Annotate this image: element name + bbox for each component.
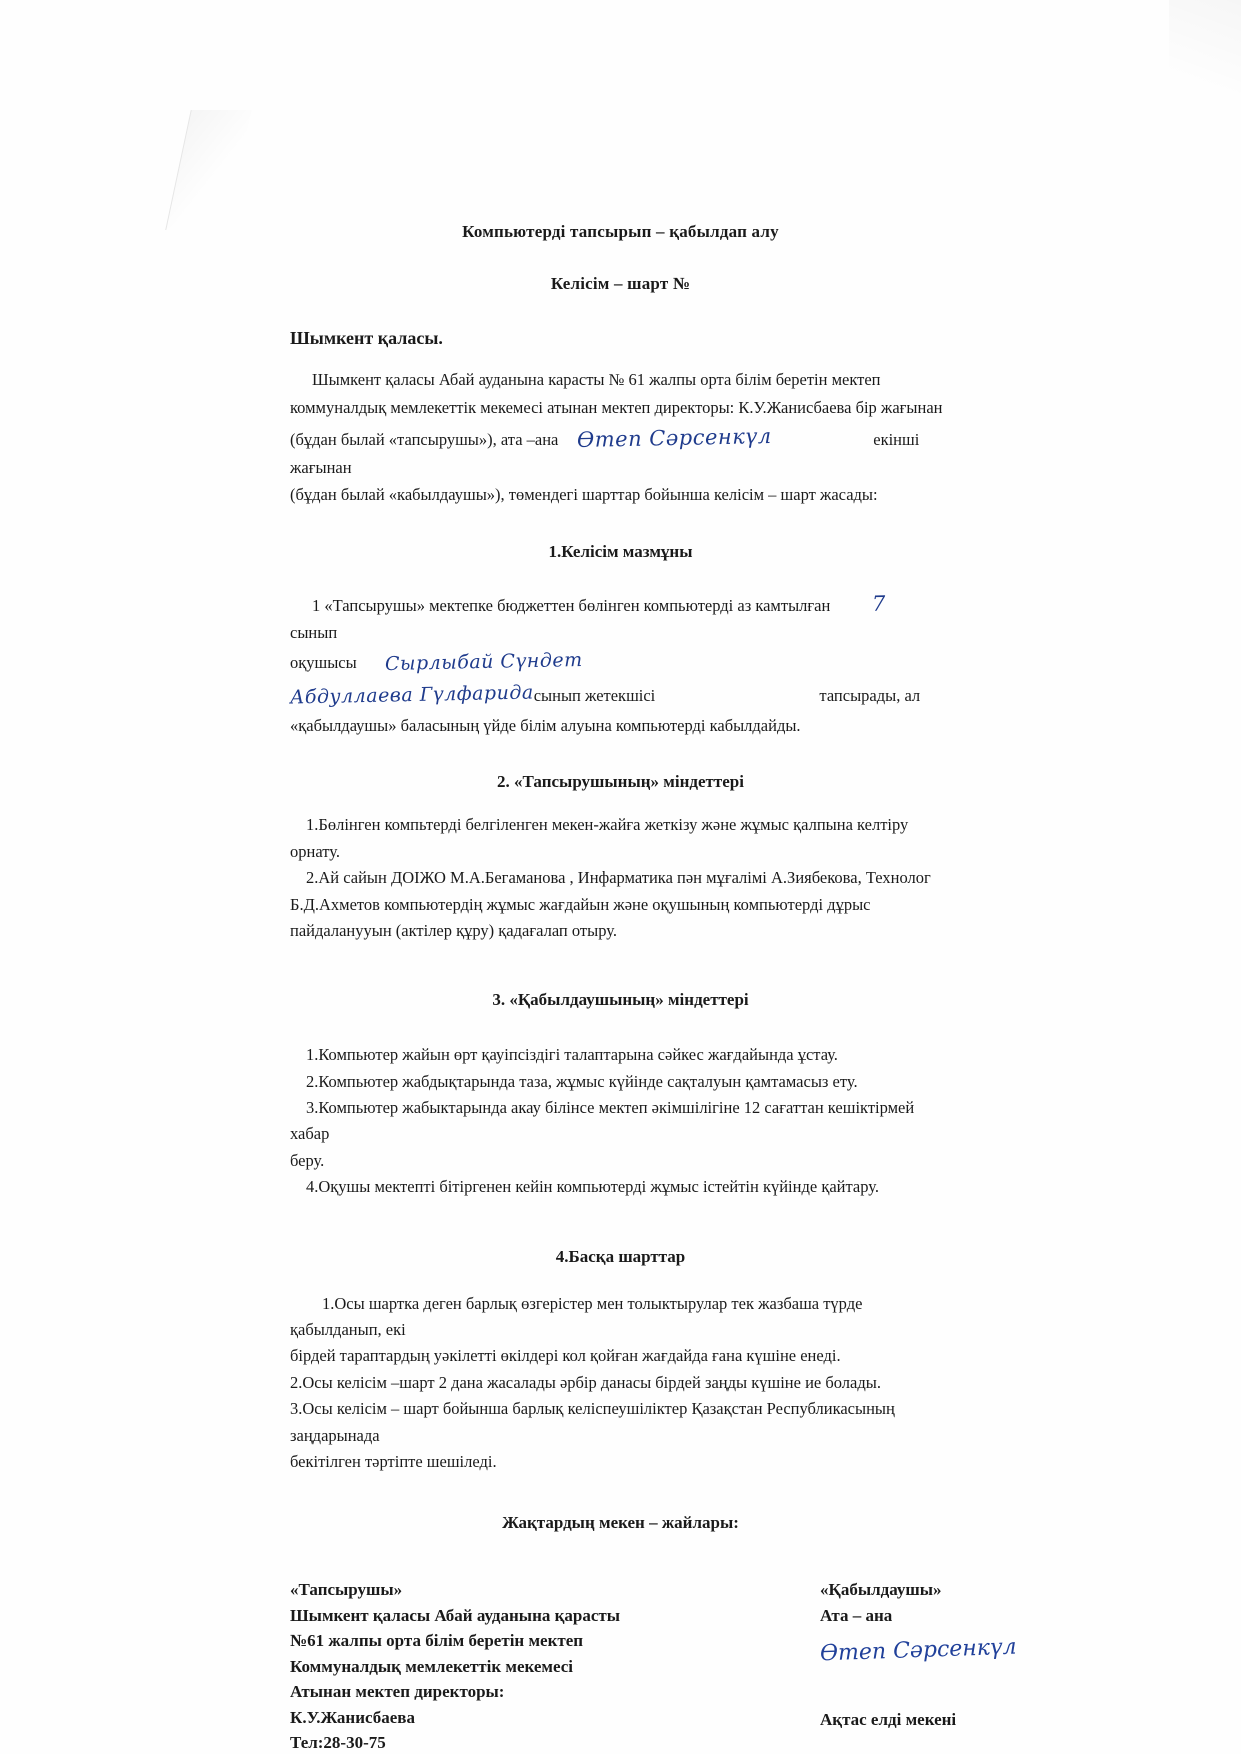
list-item: беру. xyxy=(290,1150,325,1170)
section-1-line-3-suffix: сынып жетекшісі xyxy=(533,686,656,706)
receiver-place: Ақтас елді мекені xyxy=(820,1710,957,1730)
section-1-line-3 xyxy=(290,681,951,710)
parent-label: Ата – ана xyxy=(820,1605,893,1625)
section-1-line-1 xyxy=(290,588,951,646)
list-item: пайдаланууын (актілер құру) қадағалап отыру. xyxy=(290,920,617,940)
signature-left-line: Атынан мектеп директоры: xyxy=(290,1682,505,1702)
section-1-line-4: «қабылдаушы» баласының үйде білім алуына компьютерді кабылдайды. xyxy=(290,715,801,735)
receiver-role-label: «Қабылдаушы» xyxy=(820,1580,942,1600)
document-subtitle: Келісім – шарт № xyxy=(550,274,691,293)
signature-left-line: «Тапсырушы» xyxy=(290,1580,403,1600)
signature-left-line: №61 жалпы орта білім беретін мектеп xyxy=(290,1631,584,1651)
section-2-heading: 2. «Тапсырушының» міндеттері xyxy=(497,772,744,792)
list-item: бекітілген тәртіпте шешіледі. xyxy=(290,1451,497,1471)
list-item: бірдей тараптардың уәкілетті өкілдері кол қойған жағдайда ғана күшіне енеді. xyxy=(290,1346,841,1366)
list-item: 2.Осы келісім –шарт 2 дана жасалады әрбір данасы бірдей заңды күшіне ие болады. xyxy=(290,1372,881,1392)
section-4-items xyxy=(290,1291,951,1476)
section-3-heading: 3. «Қабылдаушының» міндеттері xyxy=(492,990,749,1010)
handwritten-class-number: 7 xyxy=(872,591,887,616)
list-item: 3.Компьютер жабыктарында акау білінсе мектеп әкімшілігіне 12 сағаттан кешіктірмей хабар xyxy=(290,1098,915,1144)
section-1-line-2 xyxy=(290,648,951,677)
signature-left-line: Тел:28-30-75 xyxy=(290,1733,386,1753)
intro-line-3 xyxy=(290,422,951,480)
list-item: 1.Бөлінген компьтерді белгіленген мекен-жайға жеткізу және жұмыс қалпына келтіру орнату. xyxy=(290,815,909,861)
list-item: 3.Осы келісім – шарт бойынша барлық келіспеушіліктер Қазақстан Республикасының заңдарынада xyxy=(290,1399,895,1445)
list-item: 1.Осы шартка деген барлық өзгерістер мен толыктырулар тек жазбаша түрде қабылданып, екі xyxy=(290,1293,863,1340)
signature-left xyxy=(290,1577,620,1754)
document-title: Компьютерді тапсырып – қабылдап алу xyxy=(462,222,779,241)
signature-block xyxy=(0,1577,1241,1753)
intro-line-2: коммуналдық мемлекеттік мекемесі атынан мектеп директоры: К.У.Жанисбаева бір жағынан xyxy=(290,397,943,417)
section-1-heading: 1.Келісім мазмұны xyxy=(548,541,693,561)
section-1-line-1-text: 1 «Тапсырушы» мектепке бюджеттен бөлінген компьютерді аз камтылған xyxy=(312,595,831,615)
intro-line-1: Шымкент қаласы Абай ауданына карасты № 61 жалпы орта білім беретін мектеп xyxy=(312,370,881,389)
signature-left-line: К.У.Жанисбаева xyxy=(290,1707,415,1727)
list-item: Б.Д.Ахметов компьютердің жұмыс жағдайын және оқушының компьютерді дұрыс xyxy=(290,894,871,914)
list-item: 2.Компьютер жабдықтарында таза, жұмыс күйінде сақталуын қамтамасыз ету. xyxy=(306,1071,858,1091)
handwritten-signature: Өтеп Сәрсенкүл xyxy=(819,1634,1017,1667)
handwritten-teacher-name: Абдуллаева Гүлфарида xyxy=(289,681,534,709)
handwritten-parent-name: Өтеп Сәрсенкүл xyxy=(576,424,772,453)
signature-left-line: Шымкент қаласы Абай ауданына қарасты xyxy=(290,1605,621,1625)
handwritten-student-name: Сырлыбай Сүндет xyxy=(384,648,583,675)
section-2-items xyxy=(290,812,951,944)
section-1-line-1-suffix: сынып xyxy=(290,623,338,643)
section-4-heading: 4.Басқа шарттар xyxy=(555,1246,686,1266)
intro-line-4: (бұдан былай «кабылдаушы»), төмендегі шарттар бойынша келісім – шарт жасады: xyxy=(290,485,878,505)
list-item: 2.Ай сайын ДОІЖО М.А.Бегаманова , Инфарматика пән мұғалімі А.Зиябекова, Технолог xyxy=(306,868,931,888)
signature-right xyxy=(820,1577,1017,1733)
section-3-items xyxy=(290,1042,951,1200)
list-item: 4.Оқушы мектепті бітіргенен кейін компьютерді жұмыс істейтін күйінде қайтару. xyxy=(306,1177,879,1197)
section-1-line-3-tail: тапсырады, ал xyxy=(819,686,921,706)
section-1-line-2-text: оқушысы xyxy=(290,652,357,672)
signature-left-line: Коммуналдық мемлекеттік мекемесі xyxy=(290,1656,574,1676)
city-line: Шымкент қаласы. xyxy=(290,328,443,348)
list-item: 1.Компьютер жайын өрт қауіпсіздігі талаптарына сәйкес жағдайында ұстау. xyxy=(306,1045,838,1065)
addresses-heading: Жақтардың мекен – жайлары: xyxy=(502,1513,739,1533)
intro-line-3-prefix: (бұдан былай «тапсырушы»), ата –ана xyxy=(290,430,559,450)
intro-line-3-suffix: екінші жағынан xyxy=(290,430,920,477)
